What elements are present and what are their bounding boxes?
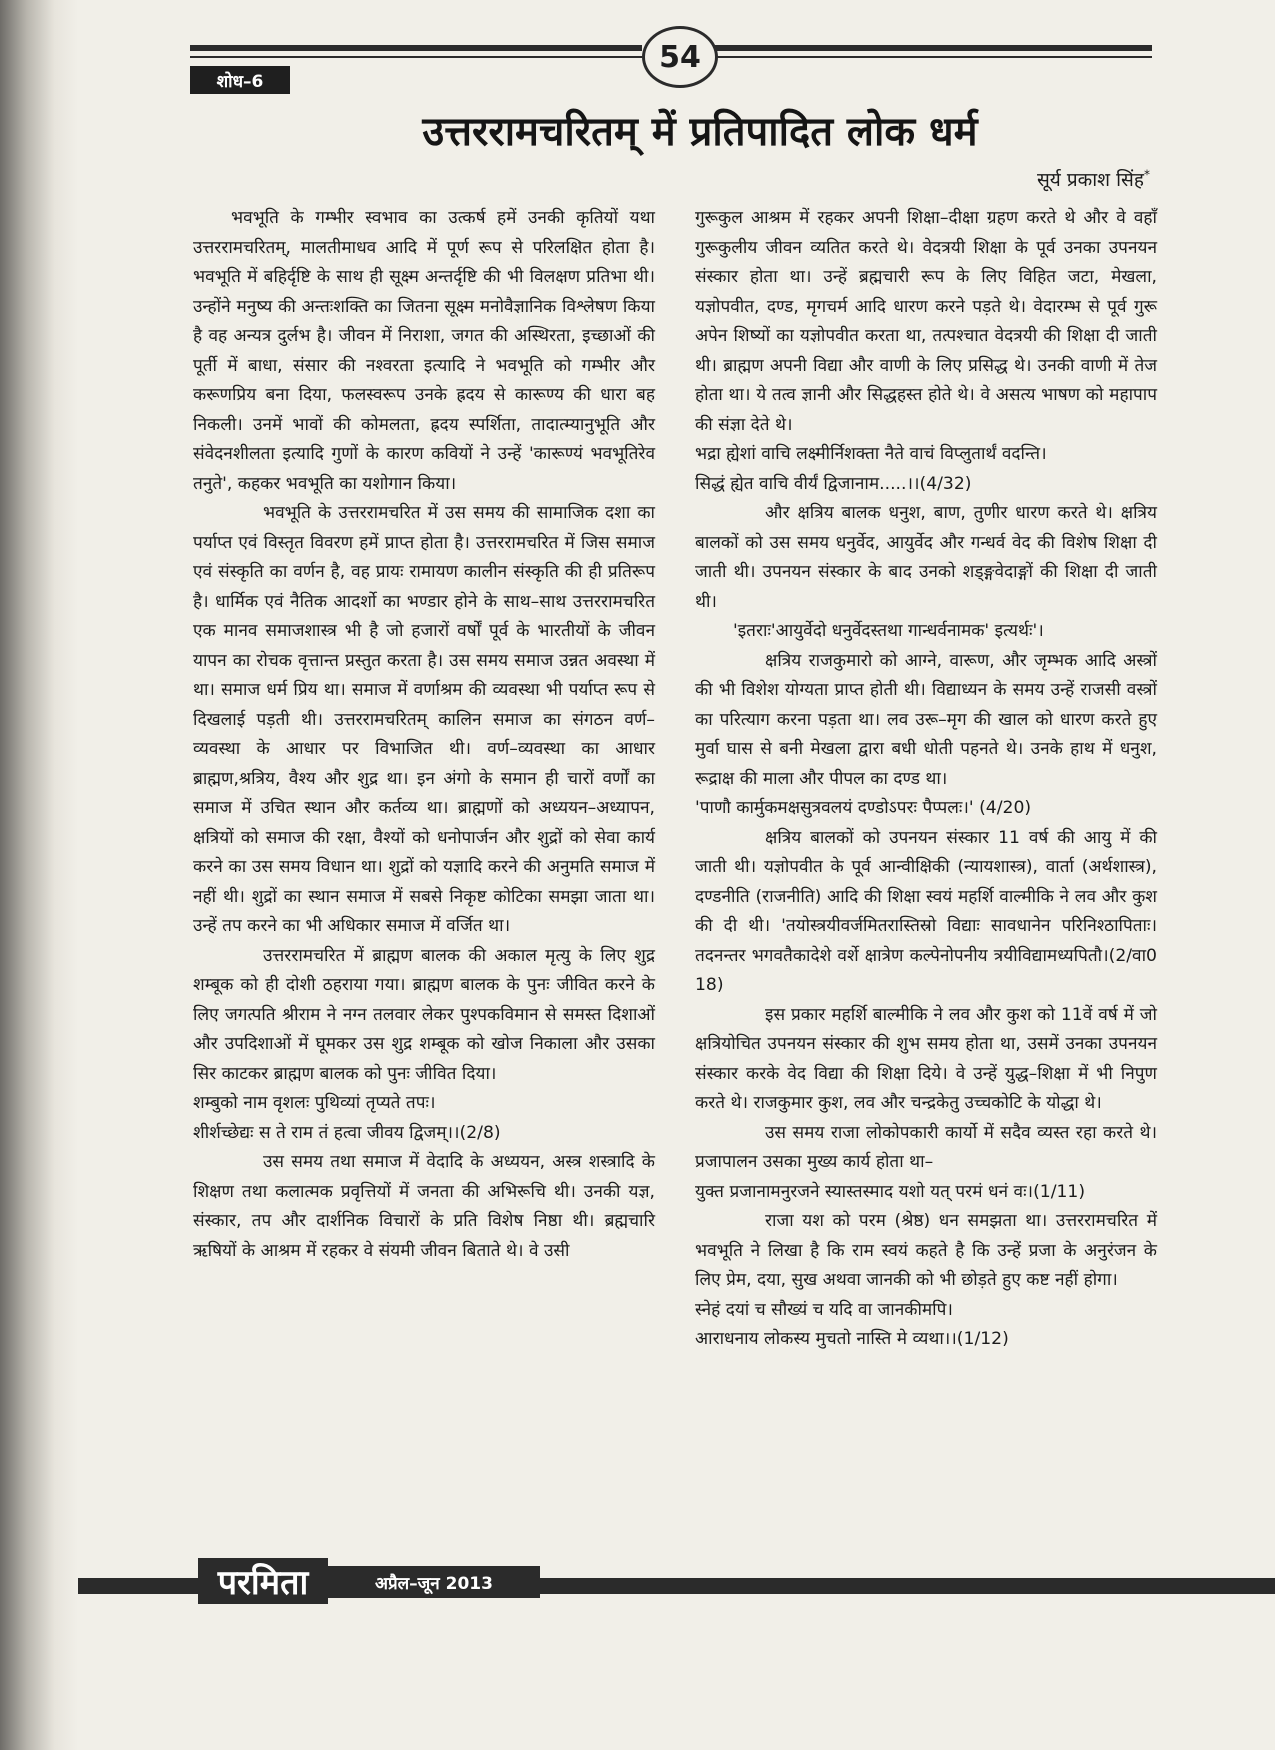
verse-line: 'इतराः'आयुर्वेदो धनुर्वेदस्तथा गान्धर्वनामक' इत्यर्थः'।	[733, 621, 1044, 641]
verse-line: सिद्धं ह्येत वाचि वीर्यं द्विजानाम.....।।(4/32)	[695, 473, 972, 494]
section-label: शोध–6	[190, 66, 290, 94]
verse-line: स्नेहं दयां च सौख्यं च यदि वा जानकीमपि।	[695, 1299, 953, 1320]
paragraph: गुरूकुल आश्रम में रहकर अपनी शिक्षा–दीक्षा ग्रहण करते थे और वे वहाँ गुरूकुलीय जीवन व्यतित करते थे। वेदत्रयी शिक्षा के पूर्व उनका उपनयन संस्कार होता था। उन्हें ब्रह्मचारी रूप के लिए विहित जटा, मेखला, यज्ञोपवीत, दण्ड, मृगचर्म आदि धारण करने पड़ते थे। वेदारम्भ से पूर्व गुरू अपेन शिष्यों का यज्ञोपवीत करता था, तत्पश्चात वेदत्रयी की शिक्षा दी जाती थी। ब्राह्मण अपनी विद्या और वाणी के लिए प्रसिद्ध थे। उनकी वाणी में तेज होता था। ये तत्व ज्ञानी और सिद्धहस्त होते थे। वे असत्य भाषण को महापाप की संज्ञा देते थे।	[695, 208, 1157, 435]
verse-line: आराधनाय लोकस्य मुचतो नास्ति मे व्यथा।।(1/12)	[695, 1329, 1009, 1349]
paragraph: उस समय राजा लोकोपकारी कार्यो में सदैव व्यस्त रहा करते थे। प्रजापालन उसका मुख्य कार्य होता था–	[695, 1122, 1157, 1172]
paragraph: राजा यश को परम (श्रेष्ठ) धन समझता था। उत्तररामचरित में भवभूति ने लिखा है कि राम स्वयं कहते है कि उन्हें प्रजा के अनुरंजन के लिए प्रेम, दया, सुख अथवा जानकी को भी छोड़ते हुए कष्ट नहीं होगा।	[695, 1211, 1157, 1290]
verse-line: शीर्शच्छेद्यः स ते राम तं हत्वा जीवय द्विजम्।।(2/8)	[193, 1122, 501, 1143]
author-name: सूर्य प्रकाश सिंह	[1036, 169, 1144, 191]
paragraph: भवभूति के उत्तररामचरित में उस समय की सामाजिक दशा का पर्याप्त एवं विस्तृत विवरण हमें प्राप्त होता है। उत्तररामचरित में जिस समाज एवं संस्कृति का वर्णन है, वह प्रायः रामायण कालीन संस्कृति की ही प्रतिरूप है। धार्मिक एवं नैतिक आदर्शो का भण्डार होने के साथ–साथ उत्तररामचरित एक मानव समाजशास्त्र भी है जो हजारों वर्षों पूर्व के भारतीयों के जीवन यापन का रोचक वृत्तान्त प्रस्तुत करता है। उस समय समाज उन्नत अवस्था में था। समाज धर्म प्रिय था। समाज में वर्णाश्रम की व्यवस्था भी पर्याप्त रूप से दिखलाई पड़ती थी। उत्तररामचरितम् कालिन समाज का संगठन वर्ण–व्यवस्था के आधार पर विभाजित थी। वर्ण–व्यवस्था का आधार ब्राह्मण,श्रत्रिय, वैश्य और शुद्र था। इन अंगो के समान ही चारों वर्णों का समाज में उचित स्थान और कर्तव्य था। ब्राह्मणों को अध्ययन–अध्यापन, क्षत्रियों को समाज की रक्षा, वैश्यों को धनोपार्जन और शुद्रों को सेवा कार्य करने का उस समय विधान था। शुद्रों को यज्ञादि करने की अनुमति समाज में नहीं थी। शुद्रों का स्थान समाज में सबसे निकृष्ट कोटिका समझा जाता था। उन्हें तप करने का भी अधिकार समाज में वर्जित था।	[193, 503, 655, 936]
header-rule-left-thin	[190, 56, 642, 58]
paragraph: क्षत्रिय राजकुमारो को आग्ने, वारूण, और जृम्भक आदि अस्त्रों की भी विशेश योग्यता प्राप्त होती थी। विद्याध्यन के समय उन्हें राजसी वस्त्रों का परित्याग करना पड़ता था। लव उरू–मृग की खाल को धारण करते हुए मुर्वा घास से बनी मेखला द्वारा बधी धोती पहनते थे। उनके हाथ में धनुश, रूद्राक्ष की माला और पीपल का दण्ड था।	[695, 650, 1157, 789]
paragraph: इस प्रकार महर्शि बाल्मीकि ने लव और कुश को 11वें वर्ष में जो क्षत्रियोचित उपनयन संस्कार की शुभ समय होता था, उसमें उनका उपनयन संस्कार करके वेद विद्या की शिक्षा दिये। वे उन्हें युद्ध–शिक्षा में भी निपुण करते थे। राजकुमार कुश, लव और चन्द्रकेतु उच्चकोटि के योद्धा थे।	[695, 1004, 1157, 1113]
article-title: उत्तररामचरितम् में प्रतिपादित लोक धर्म	[422, 108, 978, 155]
paragraph: उस समय तथा समाज में वेदादि के अध्ययन, अस्त्र शस्त्रादि के शिक्षण तथा कलात्मक प्रवृत्तियों में जनता की अभिरूचि थी। उनकी यज्ञ, संस्कार, तप और दार्शनिक विचारों के प्रति विशेष निष्ठा थी। ब्रह्मचारि ऋषियों के आश्रम में रहकर वे संयमी जीवन बिताते थे। वे उसी	[193, 1152, 655, 1261]
author-byline	[850, 166, 1150, 192]
page-number: 54	[642, 26, 718, 88]
paragraph: क्षत्रिय बालकों को उपनयन संस्कार 11 वर्ष की आयु में की जाती थी। यज्ञोपवीत के पूर्व आन्वीक्षिकी (न्यायशास्त्र), वार्ता (अर्थशास्त्र), दण्डनीति (राजनीति) आदि की शिक्षा स्वयं महर्शि वाल्मीकि ने लव और कुश की दी थी। 'तयोस्त्रयीवर्जमितरास्तिस्रो विद्याः सावधानेन परिनिश्ठापिताः। तदनन्तर भगवतैकादेशे वर्शे क्षात्रेण कल्पेनोपनीय त्रयीविद्यामध्यपितौ।(2/वा0 18)	[695, 827, 1157, 995]
header-rule-left	[190, 45, 642, 51]
verse-line: शम्बुको नाम वृशलः पुथिव्यां तृप्यते तपः।	[193, 1093, 436, 1113]
verse-line: युक्त प्रजानामनुरजने स्यास्तस्माद यशो यत् परमं धनं वः।(1/11)	[695, 1181, 1086, 1202]
header-rule-right-thin	[712, 56, 1152, 58]
paragraph: भवभूति के गम्भीर स्वभाव का उत्कर्ष हमें उनकी कृतियों यथा उत्तररामचरितम्, मालतीमाधव आदि में पूर्ण रूप से परिलक्षित होता है। भवभूति में बहिर्दृष्टि के साथ ही सूक्ष्म अन्तर्दृष्टि की भी विलक्षण प्रतिभा थी। उन्होंने मनुष्य की अन्तःशक्ति का जितना सूक्ष्म मनोवैज्ञानिक विश्लेषण किया है वह अन्यत्र दुर्लभ है। जीवन में निराशा, जगत की अस्थिरता, इच्छाओं की पूर्ती में बाधा, संसार की नश्वरता इत्यादि ने भवभूति को गम्भीर और करूणप्रिय बना दिया, फलस्वरूप उनके ह्रदय से कारूण्य की धारा बह निकली। उनमें भावों की कोमलता, ह्रदय स्पर्शिता, तादात्म्यानुभूति और संवेदनशीलता इत्यादि गुणों के कारण कवियों ने उन्हें 'कारूण्यं भवभूतिरेव तनुते', कहकर भवभूति का यशोगान किया।	[193, 208, 655, 494]
right-column	[695, 204, 1157, 1355]
issue-date: अप्रैल–जून 2013	[328, 1566, 540, 1598]
paragraph: उत्तररामचरित में ब्राह्मण बालक की अकाल मृत्यु के लिए शुद्र शम्बूक को ही दोशी ठहराया गया। ब्राह्मण बालक के पुनः जीवित करने के लिए जगत्पति श्रीराम ने नग्न तलवार लेकर पुश्पकविमान से समस्त दिशाओं और उपदिशाओं में घूमकर उस शुद्र शम्बूक को खोज निकाला और उसका सिर काटकर ब्राह्मण बालक को पुनः जीवित दिया।	[193, 945, 655, 1084]
header-rule-right	[712, 45, 1152, 51]
verse-line: 'पाणौ कार्मुकमक्षसुत्रवलयं दण्डोऽपरः पैप्पलः।' (4/20)	[695, 798, 1032, 818]
paragraph: और क्षत्रिय बालक धनुश, बाण, तुणीर धारण करते थे। क्षत्रिय बालकों को उस समय धनुर्वेद, आयुर्वेद और गन्धर्व वेद की विशेष शिक्षा दी जाती थी। उपनयन संस्कार के बाद उनको शड्ङ्गवेदाङ्गों की शिक्षा दी जाती थी।	[695, 503, 1157, 612]
footer-rule-right	[540, 1578, 1275, 1594]
left-column	[193, 204, 655, 1266]
magazine-name: परमिता	[198, 1558, 328, 1604]
author-footnote-mark: *	[1144, 167, 1150, 182]
verse-line: भद्रा ह्येशां वाचि लक्ष्मीर्निशक्ता नैते वाचं विप्लुतार्थं वदन्ति।	[695, 444, 1047, 464]
footer-rule-left	[78, 1578, 198, 1594]
